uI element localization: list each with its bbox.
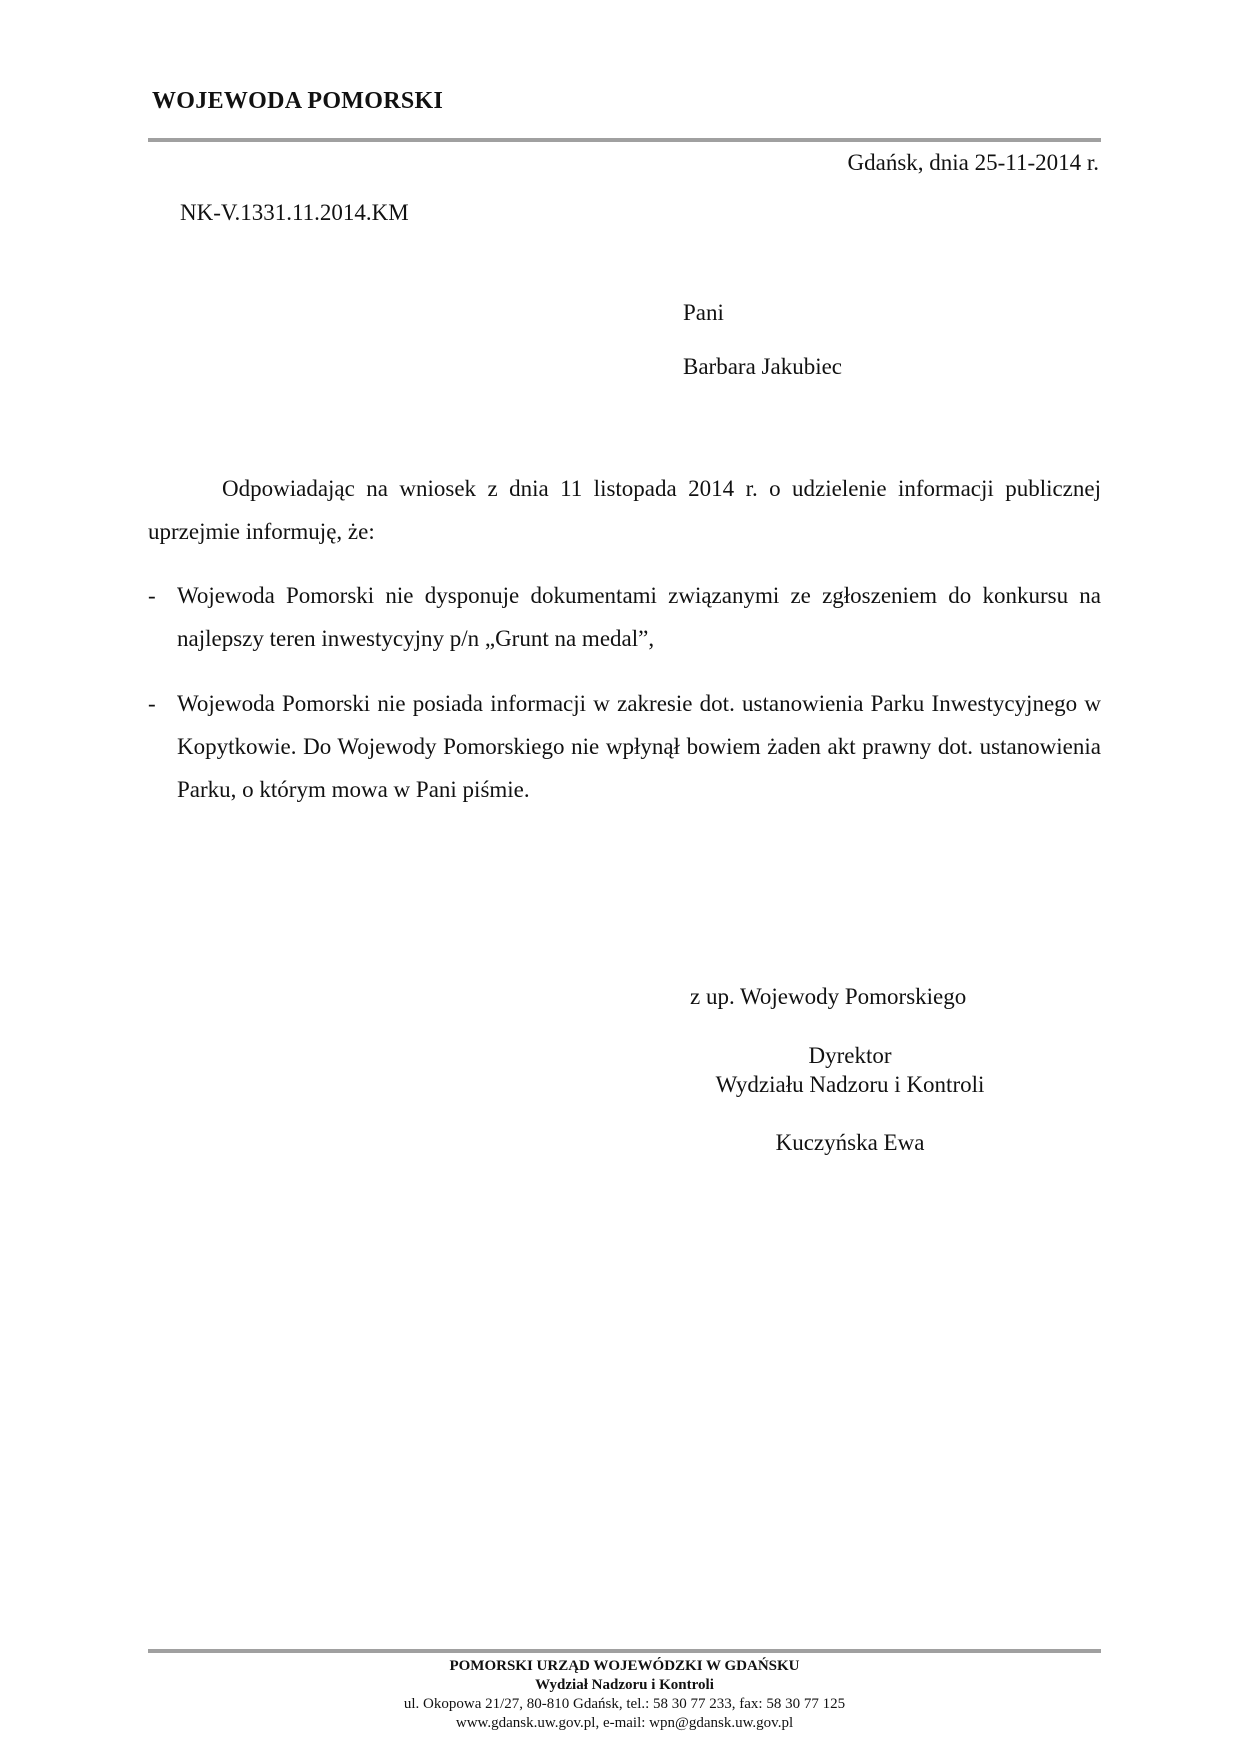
footer-contact: www.gdansk.uw.gov.pl, e-mail: wpn@gdansk.uw.gov.pl: [455, 1715, 794, 1731]
bullet-dash: -: [148, 583, 156, 608]
information-list: [148, 574, 1101, 833]
signature-authority: z up. Wojewody Pomorskiego: [690, 984, 967, 1009]
letter-date: Gdańsk, dnia 25-11-2014 r.: [847, 150, 1099, 175]
footer-organization: POMORSKI URZĄD WOJEWÓDZKI W GDAŃSKU: [449, 1658, 800, 1674]
footer-department: Wydział Nadzoru i Kontroli: [535, 1677, 714, 1693]
intro-paragraph: Odpowiadając na wniosek z dnia 11 listopada 2014 r. o udzielenie informacji publicznej uprzejmie informuję, że:: [148, 476, 1101, 544]
list-item-text: Wojewoda Pomorski nie posiada informacji w zakresie dot. ustanowienia Parku Inwestycyjnego w Kopytkowie. Do Wojewody Pomorskiego nie wpłynął bowiem żaden akt prawny dot. ustanowienia Parku, o którym mowa w Pani piśmie.: [177, 691, 1101, 802]
list-item-text: Wojewoda Pomorski nie dysponuje dokumentami związanymi ze zgłoszeniem do konkursu na najlepszy teren inwestycyjny p/n „Grunt na medal”,: [177, 583, 1101, 651]
footer-divider: [148, 1649, 1101, 1653]
signature-name: Kuczyńska Ewa: [775, 1130, 925, 1155]
letterhead-title: WOJEWODA POMORSKI: [152, 88, 444, 114]
signature-position: Dyrektor: [808, 1043, 892, 1068]
signature-department: Wydziału Nadzoru i Kontroli: [715, 1072, 985, 1097]
footer-address: ul. Okopowa 21/27, 80-810 Gdańsk, tel.: 58 30 77 233, fax: 58 30 77 125: [403, 1696, 846, 1712]
list-item: [148, 574, 1101, 660]
list-item: [148, 682, 1101, 811]
header-divider: [148, 138, 1101, 142]
recipient-title: Pani: [683, 300, 724, 325]
bullet-dash: -: [148, 691, 156, 716]
reference-number: NK-V.1331.11.2014.KM: [180, 200, 409, 225]
recipient-name: Barbara Jakubiec: [683, 354, 843, 379]
